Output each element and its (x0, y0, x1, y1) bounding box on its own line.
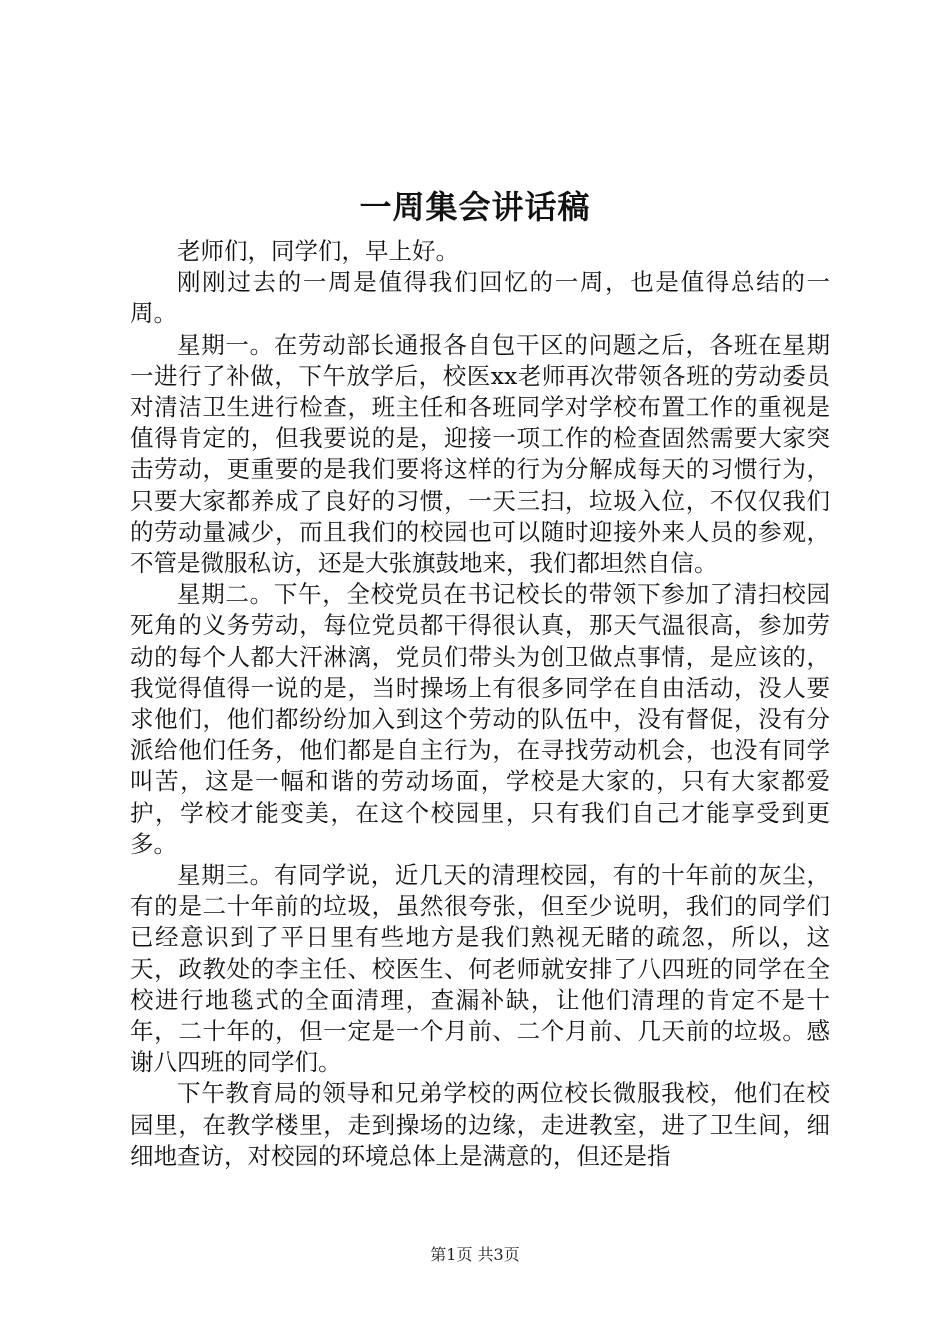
paragraph-wednesday: 星期三。有同学说，近几天的清理校园，有的十年前的灰尘，有的是二十年前的垃圾，虽然很夸张，但至少说明，我们的同学们已经意识到了平日里有些地方是我们熟视无睹的疏忽，所以，这天，政教处的李主任、校医生、何老师就安排了八四班的同学在全校进行地毯式的全面清理，查漏补缺，让他们清理的肯定不是十年，二十年的，但一定是一个月前、二个月前、几天前的垃圾。感谢八四班的同学们。 (130, 861, 830, 1077)
document-body (130, 236, 830, 1172)
paragraph-intro: 刚刚过去的一周是值得我们回忆的一周，也是值得总结的一周。 (130, 268, 830, 328)
paragraph-greeting: 老师们，同学们，早上好。 (177, 237, 459, 265)
document-title: 一周集会讲话稿 (359, 188, 591, 226)
paragraph-tuesday: 星期二。下午，全校党员在书记校长的带领下参加了清扫校园死角的义务劳动，每位党员都干得很认真，那天气温很高，参加劳动的每个人都大汗淋漓，党员们带头为创卫做点事情，是应该的，我觉得值得一说的是，当时操场上有很多同学在自由活动，没人要求他们，他们都纷纷加入到这个劳动的队伍中，没有督促，没有分派给他们任务，他们都是自主行为，在寻找劳动机会，也没有同学叫苦，这是一幅和谐的劳动场面，学校是大家的，只有大家都爱护，学校才能变美，在这个校园里，只有我们自己才能享受到更多。 (130, 580, 830, 858)
paragraph-monday: 星期一。在劳动部长通报各自包干区的问题之后，各班在星期一进行了补做，下午放学后，校医xx老师再次带领各班的劳动委员对清洁卫生进行检查，班主任和各班同学对学校布置工作的重视是值得肯定的，但我要说的是，迎接一项工作的检查固然需要大家突击劳动，更重要的是我们要将这样的行为分解成每天的习惯行为，只要大家都养成了良好的习惯，一天三扫，垃圾入位，不仅仅我们的劳动量减少，而且我们的校园也可以随时迎接外来人员的参观，不管是微服私访，还是大张旗鼓地来，我们都坦然自信。 (130, 330, 830, 578)
paragraph-inspection: 下午教育局的领导和兄弟学校的两位校长微服我校，他们在校园里，在教学楼里，走到操场的边缘，走进教室，进了卫生间，细细地查访，对校园的环境总体上是满意的，但还是指 (130, 1079, 830, 1170)
page-number-footer: 第1页 共3页 (430, 1245, 520, 1264)
